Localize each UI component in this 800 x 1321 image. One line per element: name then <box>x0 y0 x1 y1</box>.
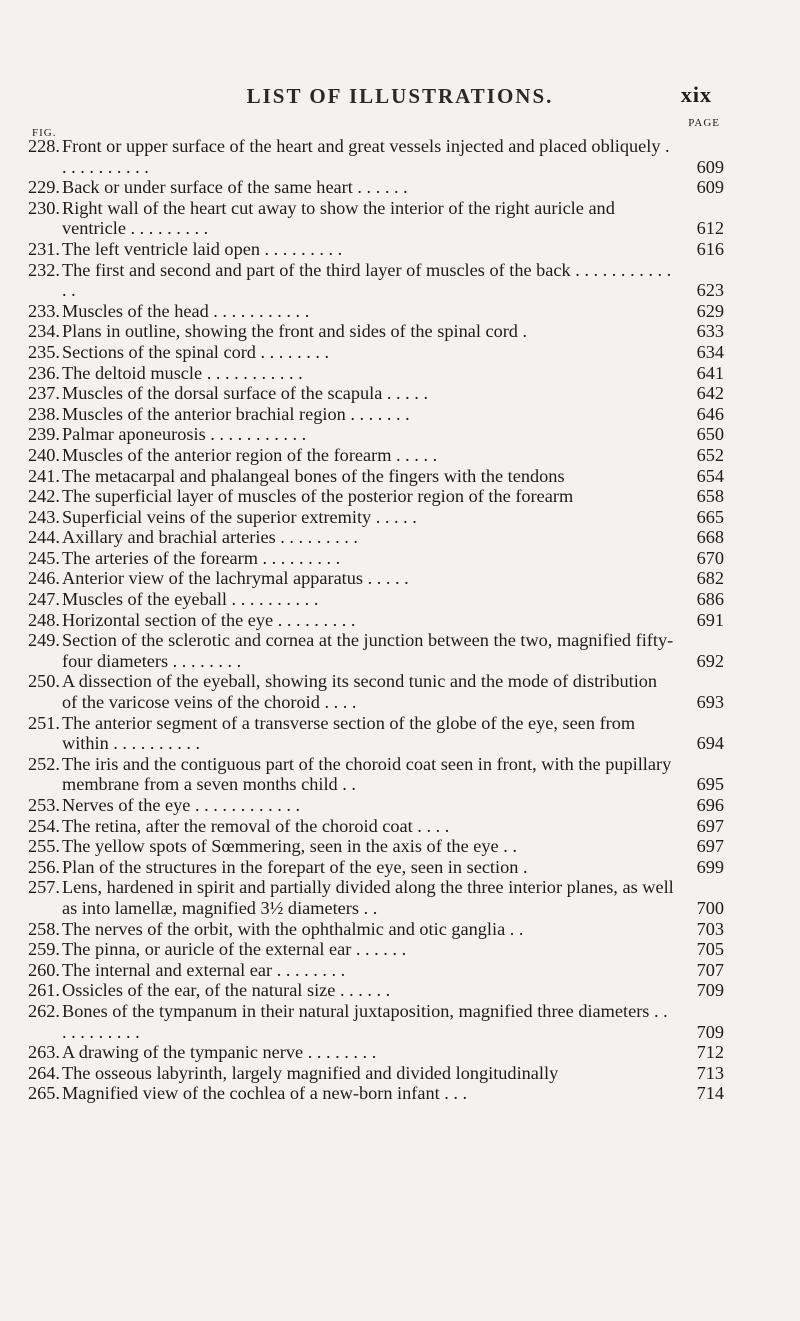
list-item <box>28 568 724 589</box>
figure-number: 241. <box>28 465 60 486</box>
page-reference: 641 <box>696 362 724 383</box>
figure-caption: The left ventricle laid open . . . . . . . . . <box>62 238 343 259</box>
figure-caption: Muscles of the anterior region of the forearm . . . . . <box>62 444 438 465</box>
figure-number: 256. <box>28 856 60 877</box>
illustration-list <box>28 136 724 1104</box>
figure-caption: The arteries of the forearm . . . . . . . . . <box>62 547 341 568</box>
figure-caption: Lens, hardened in spirit and partially divided along the three interior planes, as well as into lamellæ, magnified 3½ diameters . . <box>62 877 674 918</box>
figure-caption: Back or under surface of the same heart . . . . . . <box>62 177 408 198</box>
figure-caption: The anterior segment of a transverse section of the globe of the eye, seen from within . . . . . . . . . . <box>62 712 636 754</box>
figure-number: 252. <box>28 753 60 774</box>
page-reference: 668 <box>696 527 724 548</box>
page-reference: 629 <box>696 300 724 321</box>
list-item <box>28 939 724 960</box>
list-item <box>28 383 724 404</box>
figure-caption: Plans in outline, showing the front and sides of the spinal cord . <box>62 321 528 342</box>
figure-caption: The yellow spots of Sœmmering, seen in the axis of the eye . . <box>62 836 517 857</box>
page-reference: 633 <box>696 321 724 342</box>
figure-number: 261. <box>28 980 60 1001</box>
figure-number: 250. <box>28 671 60 692</box>
figure-number: 257. <box>28 877 60 898</box>
figure-caption: Muscles of the head . . . . . . . . . . . <box>62 300 310 321</box>
figure-caption: The osseous labyrinth, largely magnified and divided longitudinally <box>62 1062 559 1083</box>
fig-column-label: FIG. <box>32 127 57 139</box>
figure-caption: Muscles of the anterior brachial region . . . . . . . <box>62 403 410 424</box>
figure-number: 264. <box>28 1062 60 1083</box>
list-item <box>28 136 724 177</box>
list-item <box>28 589 724 610</box>
page-reference: 707 <box>696 959 724 980</box>
list-item <box>28 177 724 198</box>
figure-caption: Magnified view of the cochlea of a new-born infant . . . <box>62 1083 468 1104</box>
page-reference: 682 <box>696 568 724 589</box>
list-item <box>28 1083 724 1104</box>
figure-caption: The deltoid muscle . . . . . . . . . . . <box>62 362 303 383</box>
figure-number: 235. <box>28 341 60 362</box>
list-item <box>28 816 724 837</box>
figure-number: 230. <box>28 197 60 218</box>
figure-caption: A dissection of the eyeball, showing its second tunic and the mode of distribution of the varicose veins of the choroid . . . . <box>62 671 658 713</box>
figure-caption: Superficial veins of the superior extremity . . . . . <box>62 506 417 527</box>
figure-number: 263. <box>28 1042 60 1063</box>
page-number: xix <box>680 82 712 107</box>
figure-caption: Ossicles of the ear, of the natural size . . . . . . <box>62 980 391 1001</box>
page-reference: 609 <box>696 156 724 177</box>
figure-number: 251. <box>28 712 60 733</box>
figure-number: 259. <box>28 939 60 960</box>
list-item <box>28 795 724 816</box>
figure-number: 242. <box>28 486 60 507</box>
list-item <box>28 1001 724 1042</box>
figure-number: 246. <box>28 568 60 589</box>
running-title: LIST OF ILLUSTRATIONS. <box>246 84 554 108</box>
page-reference: 654 <box>696 465 724 486</box>
figure-number: 243. <box>28 506 60 527</box>
list-item <box>28 260 724 301</box>
list-item <box>28 363 724 384</box>
figure-caption: Anterior view of the lachrymal apparatus . . . . . <box>62 568 409 589</box>
figure-number: 233. <box>28 300 60 321</box>
figure-number: 244. <box>28 527 60 548</box>
page-reference: 695 <box>696 774 724 795</box>
list-item <box>28 919 724 940</box>
figure-number: 245. <box>28 547 60 568</box>
list-item <box>28 198 724 239</box>
figure-number: 239. <box>28 424 60 445</box>
list-item <box>28 960 724 981</box>
page-reference: 705 <box>696 939 724 960</box>
page-reference: 697 <box>696 836 724 857</box>
figure-number: 265. <box>28 1083 60 1104</box>
figure-caption: Muscles of the dorsal surface of the scapula . . . . . <box>62 383 429 404</box>
figure-caption: The retina, after the removal of the choroid coat . . . . <box>62 815 450 836</box>
figure-caption: Palmar aponeurosis . . . . . . . . . . . <box>62 424 307 445</box>
figure-number: 255. <box>28 836 60 857</box>
figure-caption: Bones of the tympanum in their natural juxtaposition, magnified three diameters . . . . . . . . . . . <box>62 1000 668 1042</box>
page-reference: 646 <box>696 403 724 424</box>
page-reference: 712 <box>696 1042 724 1063</box>
figure-caption: The pinna, or auricle of the external ear . . . . . . <box>62 939 407 960</box>
page-reference: 658 <box>696 486 724 507</box>
figure-number: 228. <box>28 136 60 156</box>
figure-caption: The superficial layer of muscles of the posterior region of the forearm <box>62 486 574 507</box>
page-reference: 694 <box>696 733 724 754</box>
figure-caption: Front or upper surface of the heart and great vessels injected and placed obliquely . . . . . . . . . . . <box>62 136 670 177</box>
page-reference: 616 <box>696 238 724 259</box>
page-reference: 714 <box>696 1083 724 1104</box>
figure-number: 234. <box>28 321 60 342</box>
list-item <box>28 754 724 795</box>
figure-number: 247. <box>28 589 60 610</box>
list-item <box>28 342 724 363</box>
figure-number: 248. <box>28 609 60 630</box>
page-reference: 634 <box>696 341 724 362</box>
figure-number: 262. <box>28 1000 60 1021</box>
list-item <box>28 486 724 507</box>
list-item <box>28 630 724 671</box>
figure-number: 240. <box>28 444 60 465</box>
list-item <box>28 1063 724 1084</box>
page-reference: 609 <box>696 177 724 198</box>
page-reference: 665 <box>696 506 724 527</box>
list-item <box>28 239 724 260</box>
page-column-label: PAGE <box>688 117 720 129</box>
list-item <box>28 507 724 528</box>
figure-caption: Section of the sclerotic and cornea at the junction between the two, magnified fifty-four diameters . . . . . . . . <box>62 630 674 671</box>
list-item <box>28 548 724 569</box>
list-item <box>28 404 724 425</box>
page-reference: 697 <box>696 815 724 836</box>
figure-number: 249. <box>28 630 60 651</box>
list-item <box>28 836 724 857</box>
page-reference: 713 <box>696 1062 724 1083</box>
page-reference: 692 <box>696 650 724 671</box>
figure-number: 231. <box>28 238 60 259</box>
figure-caption: The nerves of the orbit, with the ophthalmic and otic ganglia . . <box>62 918 524 939</box>
list-item <box>28 713 724 754</box>
list-item <box>28 445 724 466</box>
page-reference: 691 <box>696 609 724 630</box>
page-reference: 700 <box>696 897 724 918</box>
page-reference: 693 <box>696 692 724 713</box>
page-reference: 709 <box>696 1021 724 1042</box>
page-reference: 650 <box>696 424 724 445</box>
list-item <box>28 466 724 487</box>
figure-caption: The metacarpal and phalangeal bones of the fingers with the tendons <box>62 465 565 486</box>
list-item <box>28 424 724 445</box>
figure-caption: Muscles of the eyeball . . . . . . . . . . <box>62 589 319 610</box>
list-item <box>28 1042 724 1063</box>
figure-number: 253. <box>28 795 60 815</box>
figure-caption: Axillary and brachial arteries . . . . . . . . . <box>62 527 358 548</box>
page-reference: 642 <box>696 383 724 404</box>
figure-caption: Right wall of the heart cut away to show the interior of the right auricle and ventricle . . . . . . . . . <box>62 197 615 239</box>
page-reference: 652 <box>696 444 724 465</box>
figure-number: 237. <box>28 383 60 404</box>
page-reference: 696 <box>696 795 724 815</box>
list-item <box>28 671 724 712</box>
figure-caption: The internal and external ear . . . . . . . . <box>62 959 346 980</box>
figure-caption: Nerves of the eye . . . . . . . . . . . . <box>62 795 301 815</box>
figure-caption: Sections of the spinal cord . . . . . . . . <box>62 341 330 362</box>
page-reference: 623 <box>696 280 724 301</box>
figure-number: 232. <box>28 259 60 280</box>
list-item <box>28 877 724 918</box>
figure-caption: The iris and the contiguous part of the choroid coat seen in front, with the pupillary membrane from a seven months child . . <box>62 753 672 795</box>
list-item <box>28 857 724 878</box>
list-item <box>28 610 724 631</box>
figure-caption: The first and second and part of the third layer of muscles of the back . . . . . . . . . . . . . <box>62 259 672 301</box>
page-reference: 703 <box>696 918 724 939</box>
page-reference: 686 <box>696 589 724 610</box>
figure-number: 254. <box>28 815 60 836</box>
list-item <box>28 321 724 342</box>
figure-caption: A drawing of the tympanic nerve . . . . . . . . <box>62 1042 377 1063</box>
figure-number: 236. <box>28 362 60 383</box>
page-reference: 670 <box>696 547 724 568</box>
figure-number: 238. <box>28 403 60 424</box>
figure-caption: Plan of the structures in the forepart of the eye, seen in section . <box>62 856 528 877</box>
list-item <box>28 301 724 322</box>
list-item <box>28 980 724 1001</box>
page-reference: 612 <box>696 218 724 239</box>
page-reference: 709 <box>696 980 724 1001</box>
figure-caption: Horizontal section of the eye . . . . . . . . . <box>62 609 356 630</box>
list-item <box>28 527 724 548</box>
figure-number: 258. <box>28 918 60 939</box>
page-reference: 699 <box>696 856 724 877</box>
figure-number: 229. <box>28 177 60 198</box>
figure-number: 260. <box>28 959 60 980</box>
